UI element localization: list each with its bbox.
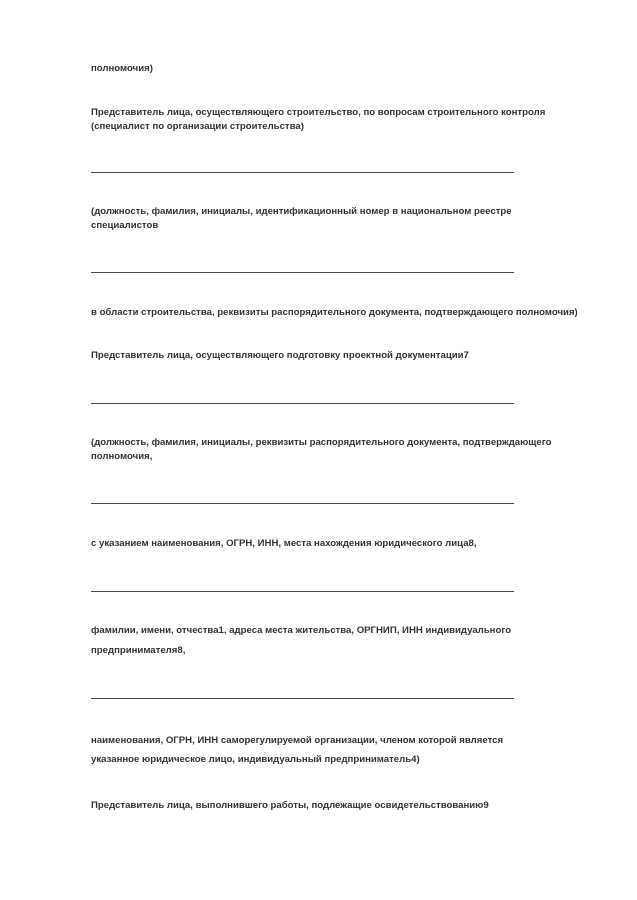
fill-in-line[interactable] bbox=[91, 403, 514, 404]
text-block-sro-hint bbox=[91, 734, 503, 767]
text-line: наименования, ОГРН, ИНН саморегулируемой организации, членом которой является bbox=[91, 735, 504, 746]
text-line: (специалист по организации строительства) bbox=[91, 121, 304, 132]
text-line: предпринимателя8, bbox=[91, 645, 186, 656]
text-block-legal-entity-hint bbox=[91, 537, 477, 551]
fill-in-line[interactable] bbox=[91, 272, 514, 273]
text-line: фамилии, имени, отчества1, адреса места жительства, ОРГНИП, ИНН индивидуального bbox=[91, 625, 512, 636]
text-block-position-requisites-hint bbox=[91, 436, 551, 464]
text-line: (должность, фамилия, инициалы, идентификационный номер в национальном реестре bbox=[91, 206, 512, 217]
text-block-construction-control-rep bbox=[91, 106, 545, 134]
text-block-position-hint bbox=[91, 205, 512, 233]
text-line: специалистов bbox=[91, 220, 159, 231]
text-line: (должность, фамилия, инициалы, реквизиты распорядительного документа, подтверждающего bbox=[91, 437, 552, 448]
text-line: указанное юридическое лицо, индивидуальный предприниматель4) bbox=[91, 754, 420, 765]
text-line: полномочия, bbox=[91, 451, 153, 462]
text-line: полномочия) bbox=[91, 63, 153, 74]
fill-in-line[interactable] bbox=[91, 503, 514, 504]
text-block-authority-end bbox=[91, 62, 153, 76]
text-block-construction-field-hint bbox=[91, 306, 578, 320]
text-block-works-performer-rep bbox=[91, 799, 489, 813]
text-line: с указанием наименования, ОГРН, ИНН, места нахождения юридического лица8, bbox=[91, 538, 477, 549]
text-block-design-docs-rep bbox=[91, 349, 469, 363]
fill-in-line[interactable] bbox=[91, 698, 514, 699]
fill-in-line[interactable] bbox=[91, 172, 514, 173]
text-line: Представитель лица, выполнившего работы, подлежащие освидетельствованию9 bbox=[91, 800, 489, 811]
text-block-individual-entrepreneur-hint bbox=[91, 624, 511, 658]
text-line: Представитель лица, осуществляющего строительство, по вопросам строительного контроля bbox=[91, 107, 546, 118]
text-line: в области строительства, реквизиты распорядительного документа, подтверждающего полномочия) bbox=[91, 307, 578, 318]
fill-in-line[interactable] bbox=[91, 591, 514, 592]
text-line: Представитель лица, осуществляющего подготовку проектной документации7 bbox=[91, 350, 469, 361]
